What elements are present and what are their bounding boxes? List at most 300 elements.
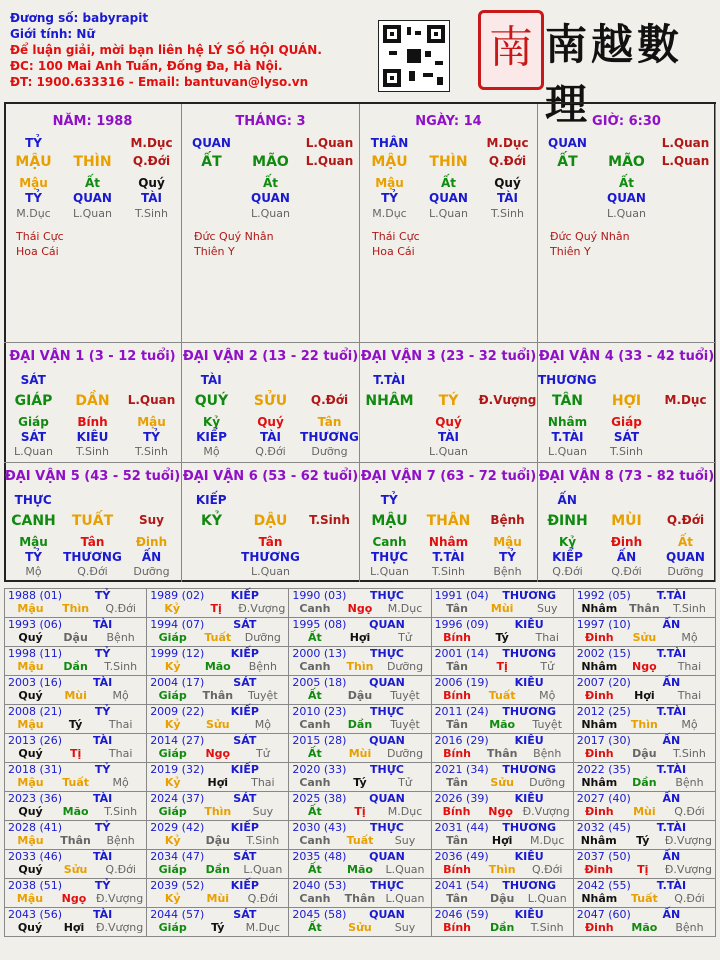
year-god: TÀI <box>93 792 113 805</box>
year-phase: Đ.Vượng <box>96 892 144 905</box>
year-branch: Sửu <box>490 776 514 789</box>
year-cell[interactable] <box>431 705 573 734</box>
hidden-god: TỶ <box>25 550 42 564</box>
year-cell[interactable] <box>431 676 573 705</box>
hidden-phase: Dưỡng <box>667 565 704 578</box>
hidden-god: QUAN <box>251 191 290 205</box>
year-label: 2041 (54) <box>434 879 489 892</box>
year-cell[interactable] <box>573 821 715 850</box>
year-phase: Thai <box>108 718 133 731</box>
year-branch: Tị <box>496 660 508 673</box>
hidden-phase <box>360 445 419 458</box>
hidden-stem <box>656 176 715 190</box>
dai-van-extra: Bệnh <box>490 513 525 527</box>
year-god: QUAN <box>369 734 405 747</box>
year-stem: Ất <box>308 631 322 644</box>
hidden-god: QUAN <box>73 191 112 205</box>
year-cell[interactable] <box>289 879 431 908</box>
hidden-god: ẤN <box>141 550 162 564</box>
hidden-god <box>538 191 597 205</box>
year-label: 1988 (01) <box>8 589 63 602</box>
year-phase: Mộ <box>681 631 698 644</box>
year-cell[interactable] <box>431 879 573 908</box>
year-phase: Mộ <box>112 776 129 789</box>
year-god: SÁT <box>233 908 257 921</box>
year-god: THỰC <box>370 705 404 718</box>
hidden-phase: L.Quan <box>429 207 468 220</box>
year-cell[interactable] <box>289 705 431 734</box>
hidden-god <box>656 430 715 444</box>
dai-van-branch: HỢI <box>611 393 642 409</box>
year-branch: Dần <box>63 660 88 673</box>
dai-van-title: ĐẠI VẬN 7 (63 - 72 tuổi) <box>360 469 537 484</box>
year-branch: Dậu <box>63 631 88 644</box>
dai-van-god: KIẾP <box>195 493 227 507</box>
year-stem: Tân <box>446 602 469 615</box>
address: ĐC: 100 Mai Anh Tuấn, Đống Đa, Hà Nội. <box>10 59 283 73</box>
year-branch: Thìn <box>346 660 374 673</box>
year-label: 2037 (50) <box>576 850 631 863</box>
dai-van-stem: KỶ <box>201 513 222 529</box>
hidden-stem: Mậu <box>137 415 166 429</box>
year-stem: Ất <box>308 805 322 818</box>
year-god: ẤN <box>662 850 681 863</box>
year-label: 1989 (02) <box>150 589 205 602</box>
year-stem: Quý <box>17 921 43 934</box>
year-label: 2034 (47) <box>150 850 205 863</box>
year-label: 2035 (48) <box>292 850 347 863</box>
year-cell[interactable] <box>431 589 573 618</box>
star-2: Thiên Y <box>550 245 591 258</box>
year-branch: Tuất <box>346 834 374 847</box>
year-cell[interactable] <box>147 734 289 763</box>
year-phase: Đ.Vượng <box>664 834 713 847</box>
year-phase: M.Dục <box>245 921 281 934</box>
year-cell[interactable] <box>5 908 147 937</box>
year-label: 1997 (10) <box>576 618 631 631</box>
hidden-phase: Q.Đới <box>552 565 583 578</box>
hidden-stem <box>300 535 359 549</box>
year-cell[interactable] <box>147 676 289 705</box>
year-god: TÀI <box>93 850 113 863</box>
hidden-stem: Mậu <box>19 176 48 190</box>
year-cell[interactable] <box>573 734 715 763</box>
year-god: TÀI <box>93 676 113 689</box>
year-cell[interactable] <box>573 908 715 937</box>
year-stem: Nhâm <box>581 602 618 615</box>
year-label: 2005 (18) <box>292 676 347 689</box>
year-cell[interactable] <box>431 850 573 879</box>
hidden-god: TỶ <box>25 191 42 205</box>
year-cell[interactable] <box>431 763 573 792</box>
year-row <box>5 589 716 618</box>
year-branch: Mão <box>489 718 516 731</box>
year-cell[interactable] <box>5 850 147 879</box>
year-label: 2014 (27) <box>150 734 205 747</box>
year-stem: Canh <box>299 834 331 847</box>
year-stem: Giáp <box>158 631 187 644</box>
year-stem: Nhâm <box>581 892 618 905</box>
star-1: Thái Cực <box>372 230 420 243</box>
hidden-god: THƯƠNG <box>300 430 359 444</box>
year-branch: Tý <box>211 921 225 934</box>
hidden-phase <box>182 207 241 220</box>
year-cell[interactable] <box>573 879 715 908</box>
hidden-phase: L.Quan <box>370 565 409 578</box>
year-god: THỰC <box>370 821 404 834</box>
year-phase: Mộ <box>539 689 556 702</box>
year-cell[interactable] <box>147 763 289 792</box>
year-stem: Kỷ <box>164 776 181 789</box>
year-cell[interactable] <box>5 821 147 850</box>
year-row <box>5 792 716 821</box>
qr-code-icon <box>378 20 450 92</box>
hidden-phase: Mộ <box>203 445 220 458</box>
year-cell[interactable] <box>289 850 431 879</box>
year-branch: Mùi <box>206 892 230 905</box>
year-god: ẤN <box>662 792 681 805</box>
year-stem: Tân <box>446 834 469 847</box>
year-cell[interactable] <box>573 792 715 821</box>
year-phase: Tử <box>398 631 412 644</box>
year-branch: Hợi <box>207 776 229 789</box>
year-cell[interactable] <box>573 763 715 792</box>
year-cell[interactable] <box>147 647 289 676</box>
year-god: KIẾP <box>230 821 259 834</box>
year-stem: Bính <box>443 747 471 760</box>
year-phase: M.Dục <box>529 834 565 847</box>
hidden-phase: T.Sinh <box>135 207 168 220</box>
hidden-god: SÁT <box>613 430 640 444</box>
year-phase: Dưỡng <box>244 631 281 644</box>
year-branch: Thìn <box>204 805 232 818</box>
year-stem: Bính <box>443 863 471 876</box>
hidden-god <box>656 191 715 205</box>
hidden-god <box>360 430 419 444</box>
year-phase: Bệnh <box>248 660 277 673</box>
dai-van-8[interactable] <box>538 462 716 582</box>
hidden-phase: M.Dục <box>372 207 407 220</box>
year-stem: Quý <box>18 805 43 818</box>
year-cell[interactable] <box>573 589 715 618</box>
year-cell[interactable] <box>573 850 715 879</box>
hidden-stem: Mậu <box>375 176 404 190</box>
year-branch: Mùi <box>348 747 372 760</box>
hidden-phase: L.Quan <box>429 445 468 458</box>
year-branch: Ngọ <box>205 747 231 760</box>
dai-van-2[interactable] <box>182 342 360 462</box>
year-god: THỰC <box>370 763 404 776</box>
year-cell[interactable] <box>431 821 573 850</box>
year-cell[interactable] <box>147 589 289 618</box>
year-god: TỶ <box>94 589 111 602</box>
branch-god: L.Quan <box>661 136 710 150</box>
dai-van-branch: SỬU <box>253 393 288 409</box>
hidden-stem <box>360 415 419 429</box>
hidden-stem: Ất <box>677 535 694 549</box>
year-label: 2039 (52) <box>150 879 205 892</box>
year-branch: Mão <box>62 805 89 818</box>
year-cell[interactable] <box>573 647 715 676</box>
stem-god: TỶ <box>25 136 42 150</box>
year-label: 2019 (32) <box>150 763 205 776</box>
dai-van-1[interactable] <box>4 342 182 462</box>
stem: ẤT <box>201 154 222 170</box>
dai-van-stem: QUÝ <box>194 393 229 409</box>
dai-van-title: ĐẠI VẬN 3 (23 - 32 tuổi) <box>360 349 537 364</box>
year-cell[interactable] <box>5 734 147 763</box>
year-cell[interactable] <box>147 879 289 908</box>
year-cell[interactable] <box>431 618 573 647</box>
hidden-god: THỰC <box>370 550 409 564</box>
year-phase: Q.Đới <box>674 805 705 818</box>
hidden-stem: Quý <box>257 415 284 429</box>
year-label: 2025 (38) <box>292 792 347 805</box>
year-stem: Quý <box>18 863 43 876</box>
year-branch: Thìn <box>630 718 658 731</box>
year-label: 2020 (33) <box>292 763 347 776</box>
dai-van-extra: Q.Đới <box>666 513 705 527</box>
year-cell[interactable] <box>573 705 715 734</box>
year-label: 2038 (51) <box>8 879 63 892</box>
year-row <box>5 908 716 937</box>
year-god: KIẾP <box>230 879 259 892</box>
year-branch: Dậu <box>489 892 515 905</box>
hidden-phase <box>656 207 715 220</box>
hidden-god: T.TÀI <box>551 430 584 444</box>
year-phase: Bệnh <box>106 631 135 644</box>
dai-van-god: THƯƠNG <box>538 373 597 387</box>
hidden-god: TÀI <box>437 430 459 444</box>
year-phase: Mộ <box>254 718 271 731</box>
year-phase: Đ.Vượng <box>238 602 286 615</box>
year-label: 2033 (46) <box>8 850 63 863</box>
year-row <box>5 821 716 850</box>
dai-van-extra: Suy <box>138 513 164 527</box>
year-stem: Nhâm <box>581 718 618 731</box>
year-stem: Bính <box>443 631 471 644</box>
year-cell[interactable] <box>5 879 147 908</box>
year-cell[interactable] <box>147 618 289 647</box>
dai-van-title: ĐẠI VẬN 2 (13 - 22 tuổi) <box>182 349 359 364</box>
dai-van-title: ĐẠI VẬN 8 (73 - 82 tuổi) <box>538 469 715 484</box>
year-phase: Thai <box>677 689 702 702</box>
year-label: 2008 (21) <box>8 705 63 718</box>
hidden-phase: Q.Đới <box>611 565 642 578</box>
year-god: SÁT <box>233 618 257 631</box>
year-branch: Tị <box>69 747 82 760</box>
year-god: T.TÀI <box>656 589 687 602</box>
year-branch: Tị <box>210 602 222 615</box>
dai-van-stem: GIÁP <box>14 393 53 409</box>
year-cell[interactable] <box>289 908 431 937</box>
hidden-god: T.TÀI <box>432 550 465 564</box>
year-cell[interactable] <box>289 792 431 821</box>
year-label: 2026 (39) <box>434 792 489 805</box>
year-god: KIÊU <box>514 850 544 863</box>
hidden-phase: L.Quan <box>73 207 112 220</box>
year-phase: Dưỡng <box>529 776 566 789</box>
year-god: KIÊU <box>514 618 544 631</box>
stem-god: QUAN <box>548 136 587 150</box>
year-label: 1996 (09) <box>434 618 489 631</box>
year-god: QUAN <box>369 850 405 863</box>
year-phase: Suy <box>536 602 558 615</box>
year-god: SÁT <box>233 676 257 689</box>
year-cell[interactable] <box>289 676 431 705</box>
year-label: 2001 (14) <box>434 647 489 660</box>
year-branch: Tuất <box>62 776 89 789</box>
year-branch: Sửu <box>63 863 88 876</box>
hidden-phase: T.Sinh <box>135 445 168 458</box>
year-stem: Đinh <box>584 631 614 644</box>
year-stem: Mậu <box>17 776 44 789</box>
year-god: THƯƠNG <box>502 879 557 892</box>
year-cell[interactable] <box>289 618 431 647</box>
year-god: T.TÀI <box>656 821 687 834</box>
year-cell[interactable] <box>5 647 147 676</box>
year-cell[interactable] <box>147 792 289 821</box>
branch-extra: Q.Đới <box>488 154 527 168</box>
year-cell[interactable] <box>289 734 431 763</box>
year-label: 2029 (42) <box>150 821 205 834</box>
year-label: 2017 (30) <box>576 734 631 747</box>
year-cell[interactable] <box>5 589 147 618</box>
year-cell[interactable] <box>147 850 289 879</box>
hidden-stem <box>656 415 715 429</box>
year-god: THƯƠNG <box>502 821 557 834</box>
year-cell[interactable] <box>147 821 289 850</box>
year-branch: Hợi <box>349 631 371 644</box>
year-cell[interactable] <box>289 647 431 676</box>
year-stem: Mậu <box>17 718 44 731</box>
year-stem: Tân <box>446 776 469 789</box>
year-branch: Dần <box>632 776 657 789</box>
year-label: 1995 (08) <box>292 618 347 631</box>
hidden-phase: L.Quan <box>548 445 587 458</box>
owner-name: Đương số: babyrapit <box>10 11 149 25</box>
year-cell[interactable] <box>431 908 573 937</box>
year-phase: Q.Đới <box>531 863 563 876</box>
hidden-god: QUAN <box>666 550 705 564</box>
hidden-stem: Tân <box>258 535 283 549</box>
year-stem: Canh <box>299 602 331 615</box>
hidden-stem: Quý <box>435 415 462 429</box>
hidden-stem <box>538 176 597 190</box>
year-branch: Tuất <box>630 892 658 905</box>
year-cell[interactable] <box>289 763 431 792</box>
year-cell[interactable] <box>5 705 147 734</box>
year-god: ẤN <box>662 734 681 747</box>
year-cell[interactable] <box>5 676 147 705</box>
hidden-phase: T.Sinh <box>432 565 465 578</box>
branch-god: L.Quan <box>305 136 354 150</box>
year-branch: Mùi <box>633 805 656 818</box>
dai-van-5[interactable] <box>4 462 182 582</box>
year-branch: Dậu <box>205 834 230 847</box>
year-cell[interactable] <box>147 908 289 937</box>
hidden-god: THƯƠNG <box>63 550 122 564</box>
year-cell[interactable] <box>5 792 147 821</box>
year-stem: Kỷ <box>164 892 181 905</box>
year-label: 2013 (26) <box>8 734 63 747</box>
year-label: 2031 (44) <box>434 821 489 834</box>
year-stem: Canh <box>299 718 331 731</box>
phone-email[interactable]: ĐT: 1900.633316 - Email: bantuvan@lyso.vn <box>10 75 309 89</box>
dai-van-branch: MÙI <box>611 513 642 529</box>
year-stem: Ất <box>308 747 322 760</box>
year-label: 2030 (43) <box>292 821 347 834</box>
year-cell[interactable] <box>147 705 289 734</box>
dai-van-6[interactable] <box>182 462 360 582</box>
year-god: TỶ <box>94 647 111 660</box>
year-branch: Ngọ <box>632 660 657 673</box>
year-label: 1999 (12) <box>150 647 205 660</box>
year-cell[interactable] <box>431 792 573 821</box>
year-stem: Quý <box>18 689 43 702</box>
year-cell[interactable] <box>5 763 147 792</box>
year-cell[interactable] <box>573 676 715 705</box>
year-cell[interactable] <box>289 589 431 618</box>
dai-van-title: ĐẠI VẬN 5 (43 - 52 tuổi) <box>4 469 181 484</box>
hidden-god <box>182 191 241 205</box>
star-2: Hoa Cái <box>372 245 415 258</box>
year-cell[interactable] <box>5 618 147 647</box>
year-phase: Suy <box>394 834 416 847</box>
dai-van-7[interactable] <box>360 462 538 582</box>
year-stem: Giáp <box>158 689 187 702</box>
hidden-god: SÁT <box>20 430 47 444</box>
year-row <box>5 705 716 734</box>
year-stem: Mậu <box>17 834 44 847</box>
year-label: 2028 (41) <box>8 821 63 834</box>
year-cell[interactable] <box>573 618 715 647</box>
hidden-god: TÀI <box>259 430 281 444</box>
year-stem: Giáp <box>158 747 187 760</box>
year-label: 2011 (24) <box>434 705 489 718</box>
year-god: ẤN <box>662 908 681 921</box>
hidden-god: TỶ <box>499 550 516 564</box>
year-cell[interactable] <box>289 821 431 850</box>
year-phase: Tử <box>255 747 270 760</box>
year-god: THỰC <box>370 589 404 602</box>
year-cell[interactable] <box>431 647 573 676</box>
year-god: KIÊU <box>514 908 544 921</box>
dai-van-3[interactable] <box>360 342 538 462</box>
year-phase: Suy <box>252 805 274 818</box>
hidden-god: ẤN <box>616 550 637 564</box>
hidden-stem: Giáp <box>18 415 49 429</box>
dai-van-4[interactable] <box>538 342 716 462</box>
dai-van-stem: CANH <box>11 513 56 529</box>
year-stem: Ất <box>308 689 322 702</box>
year-god: TỶ <box>94 763 111 776</box>
year-stem: Đinh <box>584 747 614 760</box>
hidden-god: QUAN <box>607 191 646 205</box>
year-phase: Thai <box>535 631 559 644</box>
year-label: 2010 (23) <box>292 705 347 718</box>
year-phase: Dưỡng <box>386 747 424 760</box>
dai-van-stem: ĐINH <box>547 513 588 529</box>
year-branch: Dần <box>347 718 373 731</box>
year-phase: Bệnh <box>533 747 562 760</box>
year-branch: Thân <box>202 689 234 702</box>
year-branch: Sửu <box>205 718 230 731</box>
year-stem: Nhâm <box>580 834 617 847</box>
year-cell[interactable] <box>431 734 573 763</box>
year-phase: Q.Đới <box>247 892 279 905</box>
year-god: KIÊU <box>514 792 544 805</box>
